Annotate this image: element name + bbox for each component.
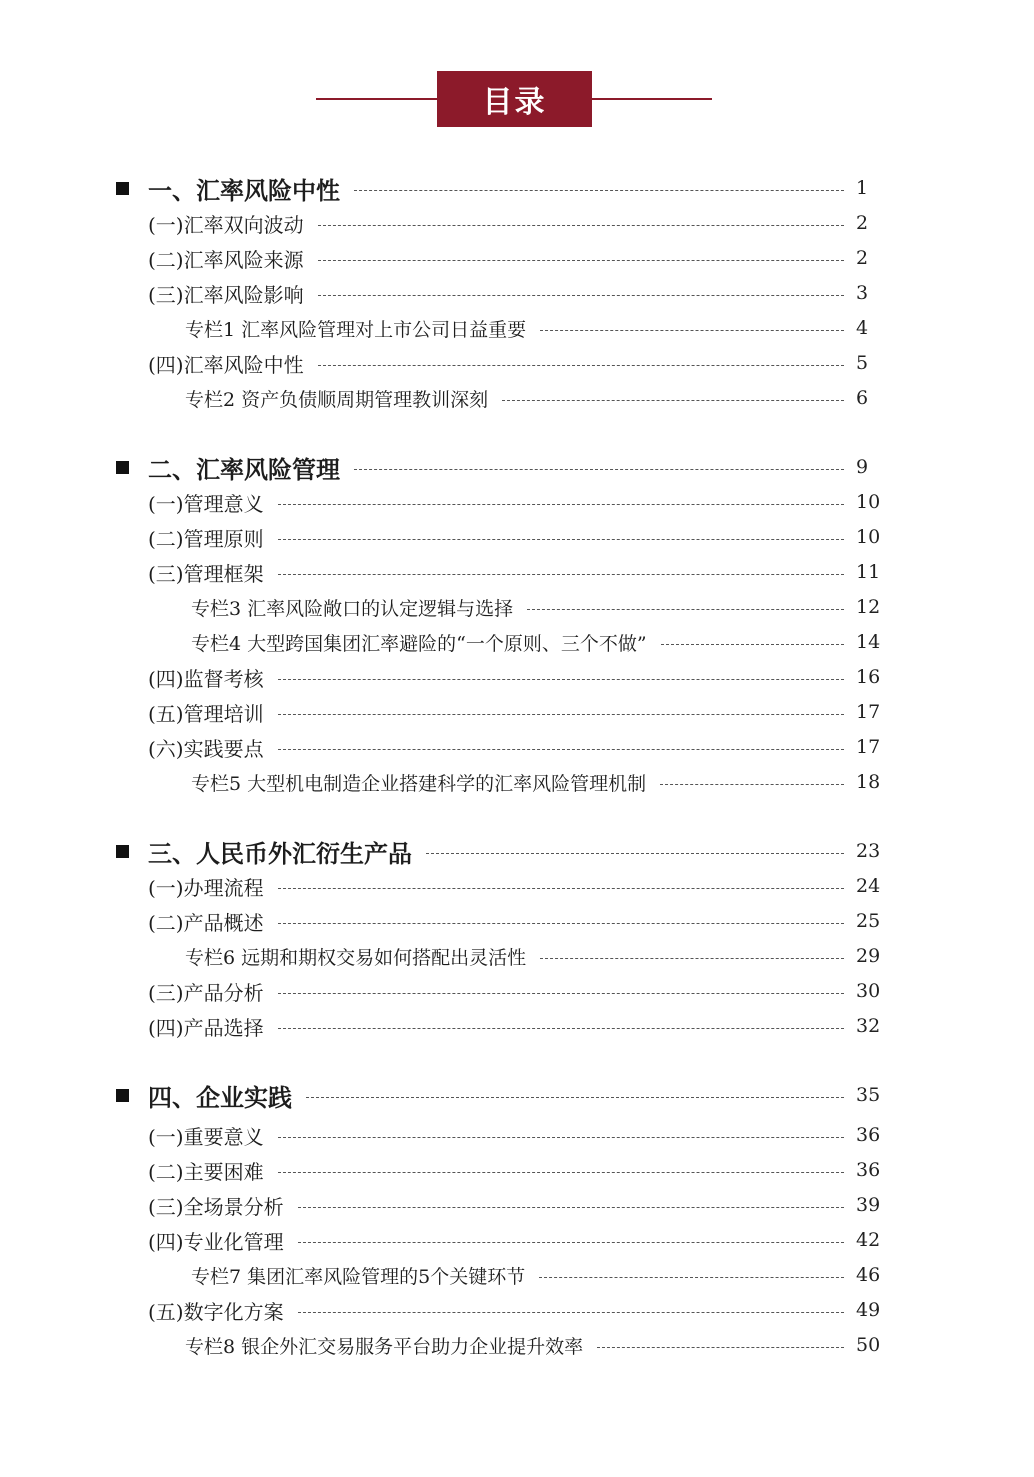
toc-column-row[interactable]	[0, 627, 894, 657]
toc-section-row[interactable]	[0, 452, 894, 482]
toc-page-number: 10	[856, 526, 881, 548]
toc-subsection-row[interactable]	[0, 732, 894, 762]
square-bullet-icon	[116, 182, 129, 195]
toc-subsection-row[interactable]	[0, 208, 894, 238]
dot-leader	[661, 644, 844, 645]
dot-leader	[278, 714, 844, 715]
toc-page-number: 36	[856, 1159, 881, 1181]
dot-leader	[278, 679, 844, 680]
toc-entry-label: 专栏8 银企外汇交易服务平台助力企业提升效率	[185, 1335, 584, 1358]
toc-page-number: 9	[856, 456, 869, 478]
dot-leader	[278, 993, 844, 994]
page-title: 目录	[437, 71, 592, 127]
toc-page-number: 3	[856, 282, 869, 304]
toc-entry-label: 专栏5 大型机电制造企业搭建科学的汇率风险管理机制	[191, 772, 647, 795]
dot-leader	[318, 260, 844, 261]
toc-entry-label: 四、企业实践	[148, 1082, 292, 1112]
toc-page-number: 11	[856, 561, 881, 583]
toc-entry-label: 专栏1 汇率风险管理对上市公司日益重要	[185, 318, 527, 341]
toc-subsection-row[interactable]	[0, 557, 894, 587]
toc-entry-label: (二)管理原则	[148, 526, 264, 551]
dot-leader	[298, 1312, 844, 1313]
toc-page-number: 23	[856, 840, 881, 862]
toc-subsection-row[interactable]	[0, 1011, 894, 1041]
toc-entry-label: 三、人民币外汇衍生产品	[148, 838, 412, 868]
dot-leader	[354, 190, 844, 191]
toc-page-number: 6	[856, 387, 869, 409]
toc-page-number: 29	[856, 945, 881, 967]
toc-subsection-row[interactable]	[0, 243, 894, 273]
toc-entry-label: 专栏3 汇率风险敞口的认定逻辑与选择	[191, 597, 514, 620]
toc-page-number: 32	[856, 1015, 881, 1037]
toc-subsection-row[interactable]	[0, 976, 894, 1006]
toc-page-number: 2	[856, 247, 869, 269]
dot-leader	[278, 504, 844, 505]
toc-page-number: 36	[856, 1124, 881, 1146]
toc-entry-label: 一、汇率风险中性	[148, 175, 340, 205]
toc-page-number: 4	[856, 317, 869, 339]
toc-subsection-row[interactable]	[0, 871, 894, 901]
toc-page-number: 46	[856, 1264, 881, 1286]
toc-subsection-row[interactable]	[0, 1120, 894, 1150]
toc-subsection-row[interactable]	[0, 697, 894, 727]
toc-entry-label: (二)主要困难	[148, 1159, 264, 1184]
dot-leader	[278, 1137, 844, 1138]
toc-page-number: 2	[856, 212, 869, 234]
toc-entry-label: (一)汇率双向波动	[148, 212, 304, 237]
toc-page-number: 49	[856, 1299, 881, 1321]
toc-subsection-row[interactable]	[0, 1190, 894, 1220]
toc-page-number: 1	[856, 177, 869, 199]
dot-leader	[278, 888, 844, 889]
toc-column-row[interactable]	[0, 592, 894, 622]
toc-subsection-row[interactable]	[0, 1225, 894, 1255]
toc-subsection-row[interactable]	[0, 522, 894, 552]
dot-leader	[278, 749, 844, 750]
toc-entry-label: (四)监督考核	[148, 666, 264, 691]
dot-leader	[318, 225, 844, 226]
dot-leader	[318, 365, 844, 366]
toc-entry-label: (四)专业化管理	[148, 1229, 284, 1254]
dot-leader	[278, 923, 844, 924]
toc-entry-label: (二)汇率风险来源	[148, 247, 304, 272]
toc-entry-label: 专栏2 资产负债顺周期管理教训深刻	[185, 388, 489, 411]
toc-page-number: 39	[856, 1194, 881, 1216]
dot-leader	[278, 574, 844, 575]
toc-page-number: 50	[856, 1334, 881, 1356]
toc-column-row[interactable]	[0, 383, 894, 413]
toc-entry-label: (三)管理框架	[148, 561, 264, 586]
toc-page-number: 5	[856, 352, 869, 374]
toc-subsection-row[interactable]	[0, 1295, 894, 1325]
toc-page-number: 10	[856, 491, 881, 513]
toc-column-row[interactable]	[0, 1260, 894, 1290]
square-bullet-icon	[116, 845, 129, 858]
toc-entry-label: (三)汇率风险影响	[148, 282, 304, 307]
dot-leader	[597, 1347, 844, 1348]
toc-entry-label: (五)管理培训	[148, 701, 264, 726]
dot-leader	[278, 1028, 844, 1029]
toc-entry-label: (四)产品选择	[148, 1015, 264, 1040]
toc-section-row[interactable]	[0, 1080, 894, 1110]
toc-subsection-row[interactable]	[0, 348, 894, 378]
toc-subsection-row[interactable]	[0, 1155, 894, 1185]
toc-page-number: 14	[856, 631, 881, 653]
toc-entry-label: (二)产品概述	[148, 910, 264, 935]
square-bullet-icon	[116, 461, 129, 474]
toc-page-number: 35	[856, 1084, 881, 1106]
toc-subsection-row[interactable]	[0, 906, 894, 936]
toc-column-row[interactable]	[0, 767, 894, 797]
toc-entry-label: (一)管理意义	[148, 491, 264, 516]
toc-entry-label: (三)全场景分析	[148, 1194, 284, 1219]
dot-leader	[660, 784, 844, 785]
toc-header	[0, 71, 1034, 127]
dot-leader	[539, 1277, 844, 1278]
toc-page-number: 30	[856, 980, 881, 1002]
dot-leader	[278, 539, 844, 540]
toc-page-number: 17	[856, 736, 881, 758]
toc-subsection-row[interactable]	[0, 487, 894, 517]
toc-section-row[interactable]	[0, 173, 894, 203]
toc-entry-label: (一)重要意义	[148, 1124, 264, 1149]
toc-entry-label: (一)办理流程	[148, 875, 264, 900]
toc-section-row[interactable]	[0, 836, 894, 866]
dot-leader	[278, 1172, 844, 1173]
toc-entry-label: (四)汇率风险中性	[148, 352, 304, 377]
dot-leader	[354, 469, 844, 470]
dot-leader	[426, 853, 844, 854]
dot-leader	[502, 400, 844, 401]
toc-entry-label: 专栏7 集团汇率风险管理的5个关键环节	[191, 1265, 526, 1288]
toc-page-number: 42	[856, 1229, 881, 1251]
toc-entry-label: 二、汇率风险管理	[148, 454, 340, 484]
toc-column-row[interactable]	[0, 941, 894, 971]
toc-page-number: 16	[856, 666, 881, 688]
dot-leader	[527, 609, 844, 610]
dot-leader	[306, 1097, 844, 1098]
header-rule-left	[316, 98, 438, 100]
dot-leader	[540, 958, 844, 959]
dot-leader	[540, 330, 844, 331]
dot-leader	[298, 1207, 844, 1208]
toc-entry-label: (六)实践要点	[148, 736, 264, 761]
dot-leader	[318, 295, 844, 296]
header-rule-right	[590, 98, 712, 100]
toc-entry-label: 专栏6 远期和期权交易如何搭配出灵活性	[185, 946, 527, 969]
toc-entry-label: (五)数字化方案	[148, 1299, 284, 1324]
toc-column-row[interactable]	[0, 1330, 894, 1360]
toc-page-number: 17	[856, 701, 881, 723]
toc-column-row[interactable]	[0, 313, 894, 343]
square-bullet-icon	[116, 1089, 129, 1102]
dot-leader	[298, 1242, 844, 1243]
toc-page-number: 18	[856, 771, 881, 793]
toc-page-number: 12	[856, 596, 881, 618]
toc-subsection-row[interactable]	[0, 662, 894, 692]
toc-entry-label: 专栏4 大型跨国集团汇率避险的“一个原则、三个不做”	[191, 632, 647, 655]
toc-page-number: 24	[856, 875, 881, 897]
toc-entry-label: (三)产品分析	[148, 980, 264, 1005]
toc-page-number: 25	[856, 910, 881, 932]
toc-subsection-row[interactable]	[0, 278, 894, 308]
